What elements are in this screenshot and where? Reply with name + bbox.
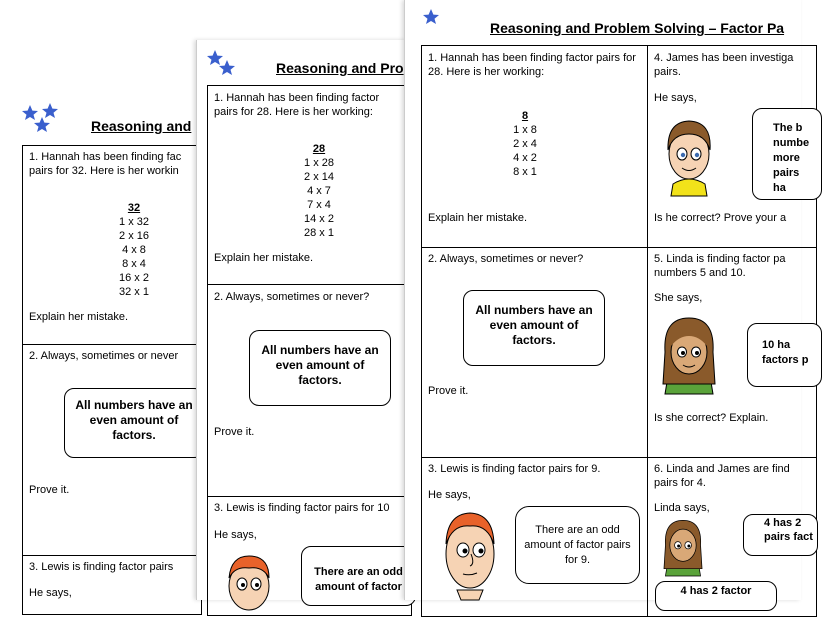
front-q6-linda-says: Linda says, <box>654 502 710 514</box>
front-q2-speech-bubble: All numbers have an even amount of factors. <box>463 290 605 366</box>
back-sheet-title: Reasoning and <box>91 118 192 134</box>
middle-q1-footer: Explain her mistake. <box>214 252 314 264</box>
middle-q3-he-says: He says, <box>214 529 257 541</box>
front-q2-footer: Prove it. <box>428 385 469 397</box>
middle-q1-number: 28 <box>312 143 326 155</box>
back-q1-pair: 1 x 32 <box>119 216 149 228</box>
middle-q1-pair: 28 x 1 <box>304 227 334 239</box>
back-q3-text: 3. Lewis is finding factor pairs <box>29 561 174 573</box>
middle-q2-footer: Prove it. <box>214 426 255 438</box>
middle-q1-working <box>279 142 359 240</box>
middle-q1-pair: 14 x 2 <box>304 213 334 225</box>
back-q2-text: 2. Always, sometimes or never <box>29 350 179 362</box>
front-q4-he-says: He says, <box>654 92 697 104</box>
front-q3-text: 3. Lewis is finding factor pairs for 9. <box>428 463 601 475</box>
middle-q1-text: 1. Hannah has been finding factor pairs for 28. Here is her working: <box>214 92 380 118</box>
back-q1-pair: 16 x 2 <box>119 272 149 284</box>
back-q1-pair: 2 x 16 <box>119 230 149 242</box>
stars-icon <box>20 103 70 138</box>
front-q1-pair: 1 x 8 <box>513 124 537 136</box>
linda-cartoon-icon <box>661 516 705 576</box>
linda-cartoon-icon <box>659 312 719 394</box>
middle-q1-pair: 4 x 7 <box>307 185 331 197</box>
front-q6-speech-bubble-1: 4 has 2 pairs fact <box>743 514 818 556</box>
back-q1-number: 32 <box>127 202 141 214</box>
front-q2-text: 2. Always, sometimes or never? <box>428 253 584 265</box>
back-q2-speech-bubble: All numbers have an even amount of factors. <box>64 388 204 458</box>
middle-q1-pair: 7 x 4 <box>307 199 331 211</box>
front-q6-text: 6. Linda and James are find pairs for 4. <box>654 463 790 489</box>
middle-q2-text: 2. Always, sometimes or never? <box>214 291 370 303</box>
lewis-cartoon-icon <box>219 548 279 608</box>
front-q3-speech-bubble: There are an odd amount of factor pairs for 9. <box>515 506 640 584</box>
front-q1-number: 8 <box>521 110 529 122</box>
star-icon <box>421 9 441 27</box>
back-q3-he-says: He says, <box>29 587 72 599</box>
middle-q1-pair: 1 x 28 <box>304 157 334 169</box>
front-q1-text: 1. Hannah has been finding factor pairs for 28. Here is her working: <box>428 52 636 78</box>
lewis-cartoon-icon <box>435 508 505 600</box>
stars-icon <box>205 50 241 80</box>
front-sheet-title: Reasoning and Problem Solving – Factor Pa <box>490 20 785 36</box>
front-q1-footer: Explain her mistake. <box>428 212 528 224</box>
front-q1-pair: 4 x 2 <box>513 152 537 164</box>
front-q6-speech-bubble-2: 4 has 2 factor <box>655 581 777 611</box>
front-q5-footer: Is she correct? Explain. <box>654 412 769 424</box>
front-q5-she-says: She says, <box>654 292 703 304</box>
front-q4-text: 4. James has been investiga pairs. <box>654 52 794 78</box>
back-q2-footer: Prove it. <box>29 484 70 496</box>
back-q1-pair: 4 x 8 <box>122 244 146 256</box>
middle-q1-pair: 2 x 14 <box>304 171 334 183</box>
back-q1-text: 1. Hannah has been finding fac pairs for 32. Here is her workin <box>29 151 182 177</box>
middle-sheet-title: Reasoning and Pro <box>276 60 404 76</box>
front-q4-footer: Is he correct? Prove your a <box>654 212 787 224</box>
front-q4-speech-bubble: The b numbe more pairs ha <box>752 108 822 200</box>
front-q5-text: 5. Linda is finding factor pa numbers 5 and 10. <box>654 253 786 279</box>
middle-worksheet <box>196 40 407 600</box>
front-q1-working <box>485 109 565 179</box>
back-q1-working <box>94 201 174 299</box>
james-cartoon-icon <box>659 116 719 196</box>
back-worksheet <box>0 95 200 600</box>
front-q3-he-says: He says, <box>428 489 471 501</box>
back-q1-pair: 8 x 4 <box>122 258 146 270</box>
middle-q2-speech-bubble: All numbers have an even amount of factors. <box>249 330 391 406</box>
front-worksheet <box>404 0 813 600</box>
back-q1-footer: Explain her mistake. <box>29 311 129 323</box>
middle-q3-text: 3. Lewis is finding factor pairs for 10 <box>214 502 390 514</box>
back-q1-pair: 32 x 1 <box>119 286 149 298</box>
middle-q3-speech-bubble: There are an odd amount of factor <box>301 546 416 606</box>
front-q5-speech-bubble: 10 ha factors p <box>747 323 822 387</box>
front-q1-pair: 8 x 1 <box>513 166 537 178</box>
front-q1-pair: 2 x 4 <box>513 138 537 150</box>
